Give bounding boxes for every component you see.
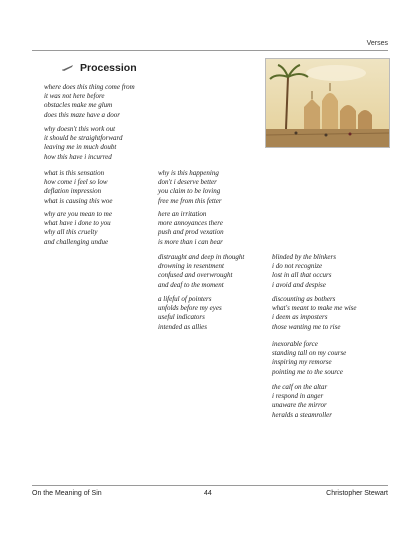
stanza-11 bbox=[272, 340, 346, 377]
stanza-line: drowning in resentment bbox=[158, 262, 224, 271]
stanza-line: i do not recognize bbox=[272, 262, 323, 271]
stanza-2 bbox=[44, 125, 123, 162]
stanza-4 bbox=[44, 210, 112, 247]
stanza-1 bbox=[44, 83, 135, 120]
stanza-line: obstacles make me glum bbox=[44, 101, 113, 110]
stanza-line: don't i deserve better bbox=[158, 178, 217, 187]
stanza-10 bbox=[272, 295, 357, 332]
stanza-line: useful indicators bbox=[158, 313, 205, 322]
stanza-line: does this maze have a door bbox=[44, 110, 121, 119]
stanza-line: i deem as imposters bbox=[272, 313, 328, 322]
poem-title: Procession bbox=[80, 62, 137, 74]
poem-title-block bbox=[62, 62, 137, 74]
stanza-9 bbox=[272, 253, 336, 290]
stanza-line: blinded by the blinkers bbox=[272, 253, 336, 261]
stanza-line: leaving me in much doubt bbox=[44, 143, 117, 152]
stanza-line: why all this cruelty bbox=[44, 228, 98, 237]
stanza-line: and deaf to the moment bbox=[158, 280, 224, 289]
stanza-7 bbox=[158, 253, 244, 290]
stanza-line: push and prod vexation bbox=[158, 228, 224, 237]
stanza-line: what's meant to make me wise bbox=[272, 304, 357, 313]
stanza-line: here an irritation bbox=[158, 210, 207, 218]
stanza-6 bbox=[158, 210, 224, 247]
footer-page-number: 44 bbox=[204, 490, 212, 497]
stanza-line: unfolds before my eyes bbox=[158, 304, 222, 313]
stanza-line: heralds a steamroller bbox=[272, 410, 333, 419]
stanza-line: why is this happening bbox=[158, 169, 219, 177]
stanza-line: what have i done to you bbox=[44, 219, 111, 228]
stanza-line: how come i feel so low bbox=[44, 178, 108, 187]
stanza-8 bbox=[158, 295, 222, 332]
footer-rule bbox=[32, 485, 388, 486]
stanza-line: those wanting me to rise bbox=[272, 322, 341, 331]
stanza-line: a lifeful of pointers bbox=[158, 295, 212, 303]
stanza-line: discounting as bothers bbox=[272, 295, 336, 303]
stanza-line: what is this sensation bbox=[44, 169, 105, 177]
stanza-line: is more than i can bear bbox=[158, 237, 223, 246]
illustration-image bbox=[265, 58, 390, 148]
stanza-line: inexorable force bbox=[272, 340, 318, 348]
stanza-line: deflation impression bbox=[44, 187, 102, 196]
stanza-line: and challenging undue bbox=[44, 237, 109, 246]
quill-pen-icon bbox=[62, 64, 74, 72]
stanza-line: inspiring my remorse bbox=[272, 358, 332, 367]
stanza-line: unaware the mirror bbox=[272, 401, 327, 410]
stanza-5 bbox=[158, 169, 222, 206]
stanza-3 bbox=[44, 169, 112, 206]
stanza-line: why doesn't this work out bbox=[44, 125, 116, 133]
stanza-line: i avoid and despise bbox=[272, 280, 326, 289]
footer-author: Christopher Stewart bbox=[326, 490, 388, 497]
stanza-line: lost in all that occurs bbox=[272, 271, 332, 280]
stanza-line: it should be straightforward bbox=[44, 134, 123, 143]
stanza-line: why are you mean to me bbox=[44, 210, 112, 218]
stanza-line: intended as allies bbox=[158, 322, 207, 331]
stanza-line: more annoyances there bbox=[158, 219, 223, 228]
stanza-line: free me from this fetter bbox=[158, 196, 222, 205]
running-header-section: Verses bbox=[366, 40, 388, 47]
stanza-line: pointing me to the source bbox=[272, 367, 343, 376]
stanza-line: you claim to be loving bbox=[158, 187, 221, 196]
stanza-line: confused and overwrought bbox=[158, 271, 233, 280]
stanza-line: where does this thing come from bbox=[44, 83, 135, 91]
stanza-line: i respond in anger bbox=[272, 392, 324, 401]
stanza-line: what is causing this woe bbox=[44, 196, 113, 205]
stanza-12 bbox=[272, 383, 332, 420]
stanza-line: standing tall on my course bbox=[272, 349, 347, 358]
stanza-line: distraught and deep in thought bbox=[158, 253, 245, 261]
stanza-line: it was not here before bbox=[44, 92, 105, 101]
footer-book-title: On the Meaning of Sin bbox=[32, 490, 102, 497]
stanza-line: how this have i incurred bbox=[44, 152, 112, 161]
header-rule bbox=[32, 50, 388, 51]
stanza-line: the calf on the altar bbox=[272, 383, 328, 391]
